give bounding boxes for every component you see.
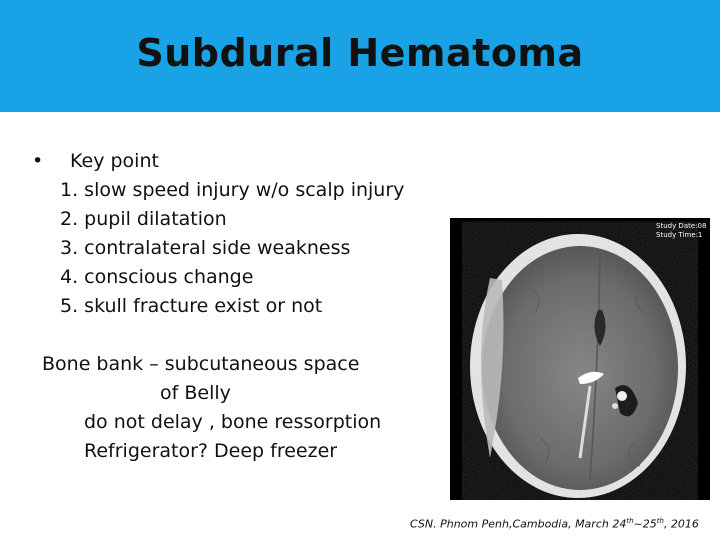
bone-bank-line: Bone bank – subcutaneous space [42, 353, 360, 375]
list-item: 4. conscious change [60, 266, 254, 288]
bullet-icon: • [32, 150, 44, 172]
bone-bank-line: of Belly [160, 382, 231, 404]
ct-overlay-time: Study Time:1 [656, 231, 703, 239]
footer-sup-2: th [656, 517, 664, 525]
key-point-heading: Key point [70, 150, 159, 172]
key-point-list [30, 176, 450, 321]
list-item: 1. slow speed injury w/o scalp injury [60, 179, 405, 201]
ct-scan-image [450, 218, 710, 500]
footer-prefix: CSN. Phnom Penh,Cambodia, March 24 [410, 517, 627, 531]
key-point-section [30, 147, 450, 321]
footer-suffix: , 2016 [663, 517, 699, 531]
bone-bank-section [42, 350, 442, 466]
list-item: 2. pupil dilatation [60, 208, 227, 230]
bone-bank-line: do not delay , bone ressorption [84, 411, 382, 433]
slide-title: Subdural Hematoma [136, 31, 584, 75]
footer-middle: ~25 [633, 517, 657, 531]
key-point-heading-row [30, 147, 450, 176]
list-item: 3. contralateral side weakness [60, 237, 351, 259]
footer-credit [410, 517, 710, 531]
list-item: 5. skull fracture exist or not [60, 295, 323, 317]
ct-overlay-date: Study Date:08 [656, 222, 707, 230]
bone-bank-line: Refrigerator? Deep freezer [84, 440, 338, 462]
ct-scan-illustration [450, 218, 710, 500]
footer-sup-1: th [626, 517, 634, 525]
title-bar [0, 0, 720, 112]
